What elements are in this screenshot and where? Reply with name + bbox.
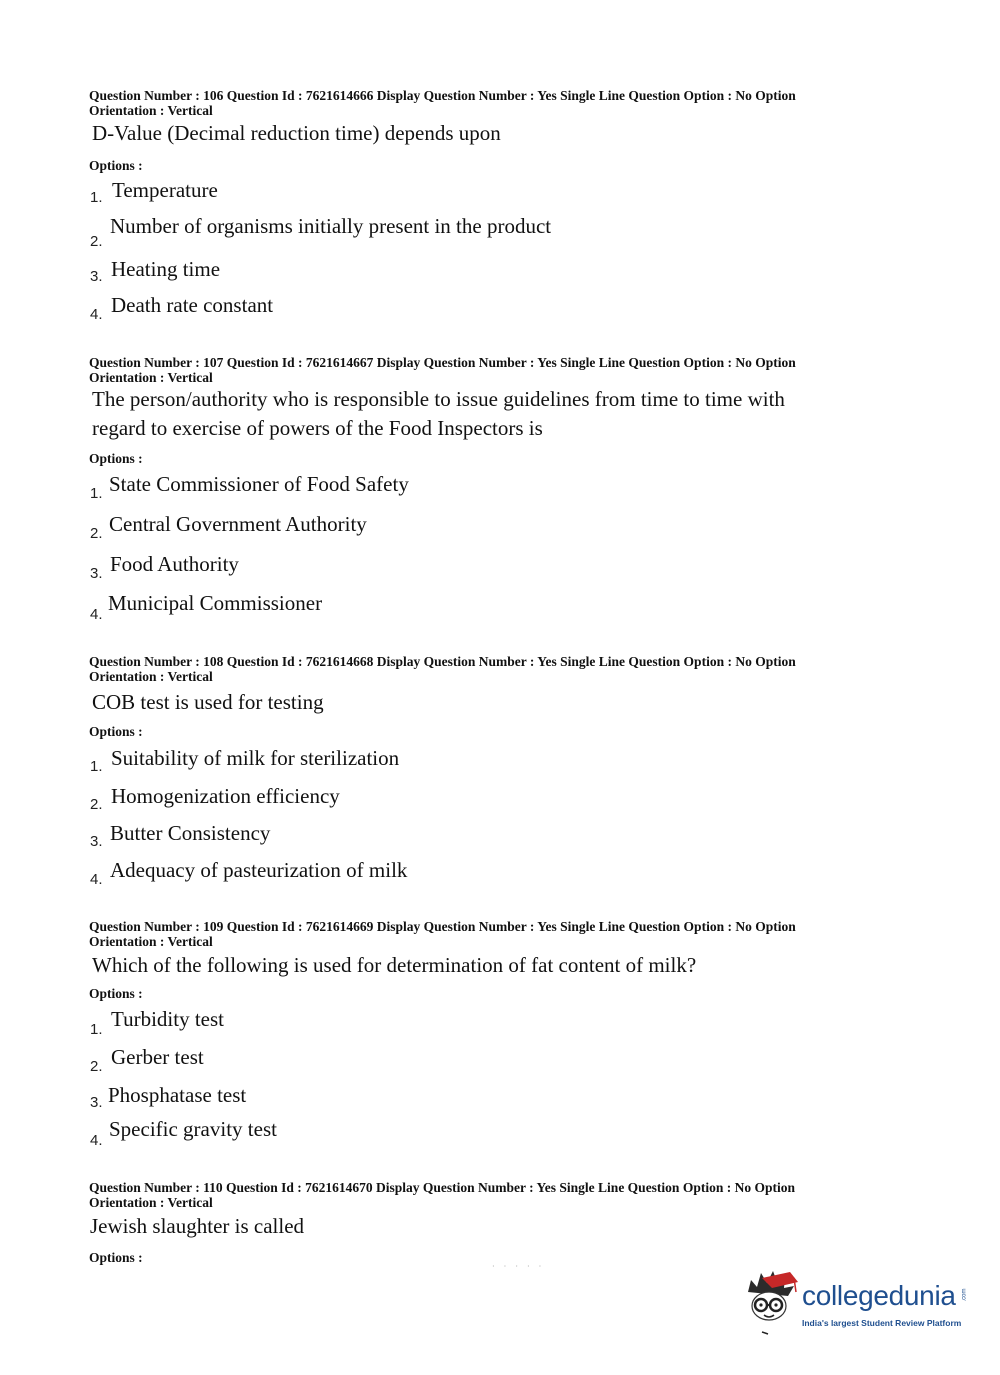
option-number: 3. — [90, 565, 103, 582]
question-meta-line-1: Question Number : 110 Question Id : 7621614670 Display Question Number : Yes Single Line Question Option : No Option — [89, 1180, 795, 1195]
question-meta-line-1: Question Number : 109 Question Id : 7621614669 Display Question Number : Yes Single Line Question Option : No Option — [89, 919, 796, 934]
option-number: 2. — [90, 525, 103, 542]
option-item — [0, 1044, 1000, 1074]
option-number: 2. — [90, 233, 103, 250]
question-text: The person/authority who is responsible to issue guidelines from time to time with regard to exercise of powers of the Food Inspectors is — [92, 387, 785, 440]
question-meta-line-2: Orientation : Vertical — [89, 102, 213, 118]
option-item — [0, 176, 1000, 206]
option-item — [0, 471, 1000, 501]
options-label: Options : — [89, 724, 143, 739]
options-label: Options : — [89, 1250, 143, 1265]
option-text: Gerber test — [111, 1045, 204, 1069]
question-text: Which of the following is used for determination of fat content of milk? — [92, 953, 697, 977]
question-text: COB test is used for testing — [92, 690, 324, 714]
option-item — [0, 511, 1000, 541]
option-number: 1. — [90, 189, 103, 206]
option-text: Temperature — [112, 178, 218, 202]
question-meta-line-2: Orientation : Vertical — [89, 369, 213, 385]
collegedunia-watermark — [742, 1268, 972, 1340]
option-text: Adequacy of pasteurization of milk — [110, 858, 408, 882]
option-number: 1. — [90, 1021, 103, 1038]
option-text: State Commissioner of Food Safety — [109, 472, 409, 496]
option-item — [0, 783, 1000, 813]
option-number: 3. — [90, 268, 103, 285]
option-number: 1. — [90, 485, 103, 502]
option-item — [0, 292, 1000, 322]
option-number: 3. — [90, 833, 103, 850]
option-text: Death rate constant — [111, 293, 274, 317]
question-meta-line-1: Question Number : 108 Question Id : 7621614668 Display Question Number : Yes Single Line Question Option : No Option — [89, 654, 796, 669]
question-meta-line-2: Orientation : Vertical — [89, 933, 213, 949]
question-meta — [89, 920, 879, 949]
option-number: 2. — [90, 796, 103, 813]
question-text: Jewish slaughter is called — [90, 1214, 305, 1238]
option-item — [0, 745, 1000, 775]
option-item — [0, 857, 1000, 887]
question-meta — [89, 1181, 879, 1210]
option-number: 3. — [90, 1094, 103, 1111]
faint-scan-marks: ····· — [492, 1262, 551, 1271]
question-meta — [89, 356, 879, 385]
option-text: Homogenization efficiency — [111, 784, 340, 808]
mascot-icon — [742, 1268, 802, 1340]
option-text: Heating time — [111, 257, 221, 281]
logo-wordmark: collegedunia — [802, 1280, 956, 1311]
question-meta-line-2: Orientation : Vertical — [89, 1194, 213, 1210]
option-text: Number of organisms initially present in the product — [110, 214, 552, 238]
option-item — [0, 1116, 1000, 1149]
option-item — [0, 1006, 1000, 1036]
option-text: Municipal Commissioner — [108, 591, 323, 615]
option-text: Phosphatase test — [108, 1083, 247, 1107]
option-number: 4. — [90, 1132, 103, 1149]
option-text: Suitability of milk for sterilization — [111, 746, 400, 770]
options-label: Options : — [89, 451, 143, 466]
question-meta — [89, 655, 879, 684]
option-number: 4. — [90, 871, 103, 888]
question-meta-line-1: Question Number : 107 Question Id : 7621614667 Display Question Number : Yes Single Line Question Option : No Option — [89, 355, 796, 370]
option-text: Central Government Authority — [109, 512, 367, 536]
option-item — [0, 1082, 1000, 1112]
question-meta — [89, 89, 879, 118]
option-number: 4. — [90, 606, 103, 623]
logo-domain-suffix: .com — [961, 1288, 968, 1302]
question-meta-line-2: Orientation : Vertical — [89, 668, 213, 684]
option-item — [0, 820, 1000, 850]
option-number: 4. — [90, 306, 103, 323]
logo-tagline: India's largest Student Review Platform — [802, 1318, 962, 1328]
option-number: 2. — [90, 1058, 103, 1075]
option-text: Turbidity test — [111, 1007, 224, 1031]
question-text: D-Value (Decimal reduction time) depends upon — [92, 121, 501, 145]
option-text: Food Authority — [110, 552, 239, 576]
option-text: Butter Consistency — [110, 821, 271, 845]
options-label: Options : — [89, 986, 143, 1001]
option-text: Specific gravity test — [109, 1117, 277, 1141]
option-number: 1. — [90, 758, 103, 775]
option-item — [0, 551, 1000, 581]
option-item — [0, 590, 1000, 623]
options-label: Options : — [89, 158, 143, 173]
option-item — [0, 214, 1000, 250]
option-item — [0, 256, 1000, 286]
question-meta-line-1: Question Number : 106 Question Id : 7621614666 Display Question Number : Yes Single Line Question Option : No Option — [89, 88, 796, 103]
